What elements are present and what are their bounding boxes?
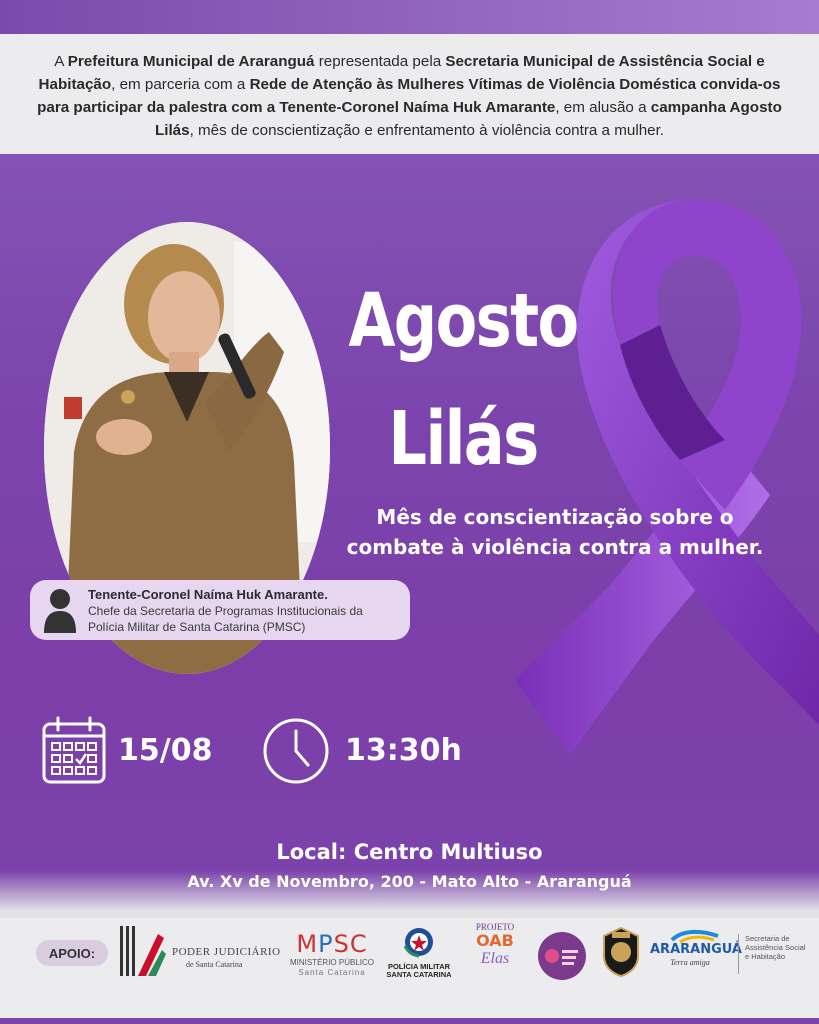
secretaria-logo [738, 934, 816, 974]
event-date: 15/08 [118, 733, 213, 768]
title-line2: Lilás [388, 396, 538, 482]
sec-line1: Secretaria de [745, 934, 790, 943]
clock-icon [262, 717, 330, 785]
policia-civil-badge-icon [600, 926, 642, 978]
event-time: 13:30h [345, 733, 462, 768]
location-address: Av. Xv de Novembro, 200 - Mato Alto - Araranguá [187, 872, 632, 891]
tj-columns-icon [118, 924, 166, 980]
ararangua-slogan: Terra amiga [670, 958, 710, 967]
speaker-caption [30, 580, 410, 640]
person-icon [42, 587, 78, 633]
sec-line3: e Habitação [745, 952, 786, 961]
tj-line1: PODER JUDICIÁRIO [172, 946, 281, 958]
mpsc-logo: MPSC MINISTÉRIO PÚBLICO Santa Catarina [286, 930, 378, 980]
page-title [344, 262, 582, 498]
speaker-role-line1: Chefe da Secretaria de Programas Institucionais da [88, 603, 363, 618]
top-band [0, 0, 819, 34]
intro-text: A Prefeitura Municipal de Araranguá representada pela Secretaria Municipal de Assistência Social e Habitação, em parceria com a Rede de Atenção às Mulheres Vítimas de Violência Doméstica convida-os para participar da palestra com a Tenente-Coronel Naíma Huk Amarante, em alusão a campanha Agosto Lilás, mês de conscientização e enfrentamento à violência contra a mulher. [0, 34, 819, 154]
speaker-name: Tenente-Coronel Naíma Huk Amarante. [88, 586, 328, 602]
oab-text: OAB [476, 931, 514, 950]
location-title: Local: Centro Multiuso [276, 840, 543, 864]
tj-line2: de Santa Catarina [186, 960, 243, 969]
sec-line2: Assistência Social [745, 943, 806, 952]
comissao-logo [538, 932, 586, 980]
title-line1: Agosto [348, 278, 578, 364]
pmsc-line1: POLÍCIA MILITAR [387, 962, 451, 971]
subtitle-line2: combate à violência contra a mulher. [346, 535, 764, 559]
oab-elas: Elas [480, 950, 510, 967]
ararangua-name: ARARANGUÁ [650, 942, 742, 957]
mpsc-line2: Santa Catarina [298, 968, 366, 977]
footer-bottom-band [0, 1018, 819, 1024]
ararangua-logo [650, 928, 742, 976]
oab-elas-logo [470, 922, 520, 980]
oab-projeto: PROJETO [475, 922, 515, 932]
comissao-emblem-icon [538, 932, 586, 980]
pmsc-emblem-icon [402, 926, 436, 958]
pmsc-logo [386, 926, 452, 980]
speaker-role-line2: Polícia Militar de Santa Catarina (PMSC) [88, 619, 306, 634]
page-subtitle [300, 502, 810, 562]
tj-sc-logo [118, 924, 281, 980]
pmsc-line2: SANTA CATARINA [386, 970, 452, 979]
ararangua-wave-icon [670, 928, 720, 944]
mpsc-line1: MINISTÉRIO PÚBLICO [289, 958, 374, 967]
calendar-icon [42, 716, 106, 784]
subtitle-line1: Mês de conscientização sobre o [376, 505, 734, 529]
policia-civil-logo [600, 926, 642, 978]
apoio-label: APOIO: [36, 940, 108, 966]
